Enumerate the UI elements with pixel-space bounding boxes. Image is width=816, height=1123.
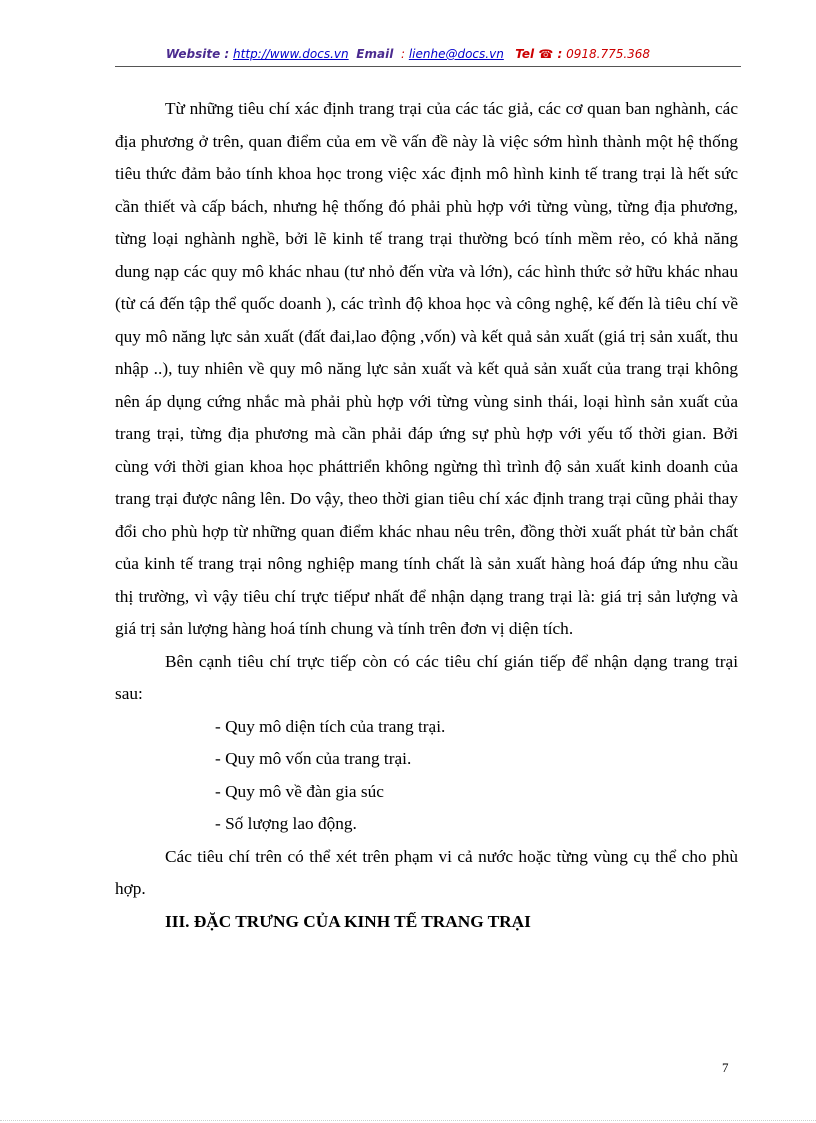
email-link[interactable]: lienhe@docs.vn [408, 47, 504, 61]
header-divider [115, 66, 741, 67]
footer-divider [0, 1120, 816, 1121]
paragraph-indirect-criteria: Bên cạnh tiêu chí trực tiếp còn có các tiêu chí gián tiếp để nhận dạng trang trại sau: [115, 651, 738, 703]
list-item: - Số lượng lao động. [215, 814, 357, 833]
email-label: Email [356, 47, 394, 61]
phone-number: 0918.775.368 [566, 47, 651, 61]
list-item: - Quy mô về đàn gia súc [215, 781, 384, 801]
list-item: - Quy mô vốn của trang trại. [215, 749, 412, 768]
section-heading: III. ĐẶC TRƯNG CỦA KINH TẾ TRANG TRẠI [165, 911, 531, 931]
paragraph-criteria: Từ những tiêu chí xác định trang trại của các tác giả, các cơ quan ban nghành, các địa phương ở trên, quan điểm của em về vấn đề này là việc sớm hình thành một hệ thống tiêu thức đảm bảo tính khoa học trong việc xác định mô hình kinh tế trang trại là hết sức cần thiết và cấp bách, nhưng hệ thống đó phải phù hợp với từng vùng, từng địa phương, từng loại nghành nghề, bởi lẽ kinh tế trang trại thường bcó tính mềm rẻo, có khả năng dung nạp các quy mô khác nhau (tư nhỏ đến vừa và lớn), các hình thức sở hữu khác nhau (từ cá đến tập thể quốc doanh ), các trình độ khoa học và công nghệ, kế đến là tiêu chí về quy mô năng lực sản xuất (đất đai,lao động ,vốn) và kết quả sản xuất (giá trị sản xuất, thu nhập ..), tuy nhiên về quy mô năng lực sản xuất và kết quả sản xuất của trang trại không nên áp dụng cứng nhắc mà phải phù hợp với từng vùng sinh thái, loại hình sản xuất của trang trại, từng địa phương mà cần phải đáp ứng sự phù hợp với yếu tố thời gian. Bởi cùng với thời gian khoa học pháttriển không ngừng thì trình độ sản xuất kinh doanh của trang trại được nâng lên. Do vậy, theo thời gian tiêu chí xác định trang trại cũng phải thay đổi cho phù hợp từ những quan điểm khác nhau nêu trên, đồng thời xuất phát từ bản chất của kinh tế trang trại nông nghiệp mang tính chất là sản xuất hàng hoá đáp ứng nhu cầu thị trường, vì vậy tiêu chí trực tiếpư nhất để nhận dạng trang trại là: giá trị sản lượng và giá trị sản lượng hàng hoá tính chung và tính trên đơn vị diện tích. [115, 99, 738, 638]
list-item: - Quy mô diện tích của trang trại. [215, 716, 446, 736]
email-separator: : [400, 47, 405, 61]
document-body [115, 93, 738, 938]
website-link[interactable]: http://www.docs.vn [233, 47, 349, 61]
website-label: Website : [165, 47, 230, 61]
phone-label: Tel ☎ : [515, 47, 563, 61]
page-number: 7 [722, 1060, 729, 1075]
paragraph-scope: Các tiêu chí trên có thể xét trên phạm vi cả nước hoặc từng vùng cụ thể cho phù hợp. [115, 846, 738, 898]
page-header [0, 47, 816, 61]
